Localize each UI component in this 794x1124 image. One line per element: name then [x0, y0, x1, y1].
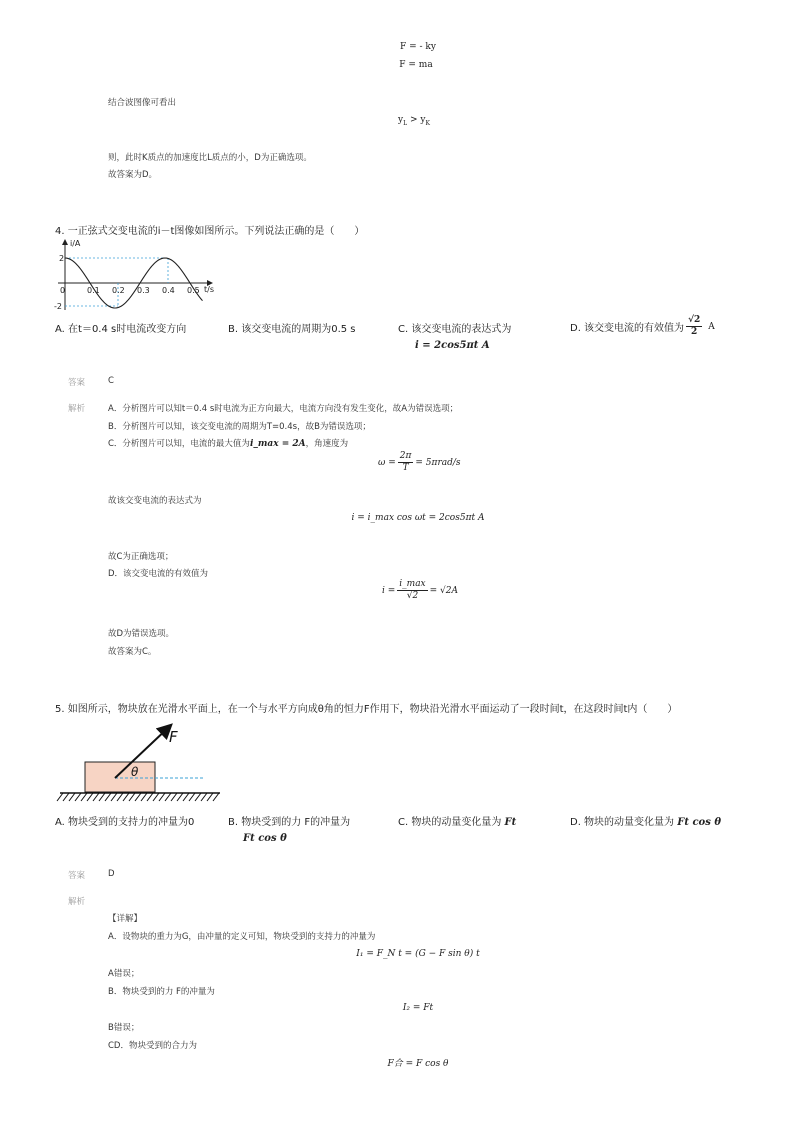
analysis-label: 解析: [68, 404, 86, 414]
equation-hooke: F = - ky: [400, 42, 436, 52]
option-4d[interactable]: D. 该交变电流的有效值为 $\frac{√2}{2}$ A: [570, 315, 715, 337]
hatch-line: [213, 793, 219, 801]
analysis-label: 解析: [68, 897, 86, 907]
hatch-line: [87, 793, 93, 801]
hatch-line: [93, 793, 99, 801]
support-impulse-equation: I₁ = F_N t = (G − F sin θ) t: [356, 949, 480, 959]
analysis-heading: 【详解】: [108, 914, 143, 924]
hatch-line: [165, 793, 171, 801]
tick-x-0: 0: [60, 286, 66, 295]
hatch-line: [147, 793, 153, 801]
expression-intro: 故该交变电流的表达式为: [108, 496, 202, 506]
answer-label: 答案: [68, 871, 86, 881]
b-wrong: B错误；: [108, 1023, 140, 1033]
hatch-line: [105, 793, 111, 801]
hatch-line: [153, 793, 159, 801]
analysis-b: B．分析图片可以知，该交变电流的周期为T=0.4s，故B为错误选项；: [108, 422, 371, 432]
hatch-line: [207, 793, 213, 801]
analysis-5a: A．设物块的重力为G，由冲量的定义可知，物块受到的支持力的冲量为: [108, 932, 376, 942]
force-label: F: [169, 728, 178, 746]
block: [85, 762, 155, 792]
option-4c-formula: i = 2cos5πt A: [415, 340, 490, 351]
tick-x-0.4: 0.4: [162, 286, 175, 295]
hatch-line: [57, 793, 63, 801]
question-4-stem: 4. 一正弦式交变电流的i－t图像如图所示。下列说法正确的是（ ）: [55, 226, 365, 237]
expression-equation: i = i_max cos ωt = 2cos5πt A: [351, 513, 485, 523]
hatch-line: [99, 793, 105, 801]
option-5b[interactable]: B. 物块受到的力 F的冲量为: [228, 817, 351, 828]
hatch-line: [189, 793, 195, 801]
option-5c[interactable]: C. 物块的动量变化量为 Ft: [398, 817, 517, 828]
net-force-equation: F合 = F cos θ: [387, 1059, 449, 1069]
hatch-line: [75, 793, 81, 801]
tick-x-0.3: 0.3: [137, 286, 150, 295]
ground-hatch: [57, 793, 219, 801]
c-correct: 故C为正确选项；: [108, 552, 174, 562]
option-4c[interactable]: C. 该交变电流的表达式为: [398, 324, 512, 335]
text-line: 则，此时K质点的加速度比L质点的小，D为正确选项。: [108, 153, 312, 163]
hatch-line: [177, 793, 183, 801]
option-4b[interactable]: B. 该交变电流的周期为0.5 s: [228, 324, 356, 335]
a-wrong: A错误；: [108, 969, 140, 979]
hatch-line: [69, 793, 75, 801]
tick-x-0.1: 0.1: [87, 286, 100, 295]
question-5-stem: 5. 如图所示，物块放在光滑水平面上，在一个与水平方向成θ角的恒力F作用下，物块沿光滑水平面运动了一段时间t，在这段时间t内（ ）: [55, 704, 678, 715]
hatch-line: [123, 793, 129, 801]
analysis-c: C．分析图片可以知，电流的最大值为i_max = 2A，角速度为: [108, 439, 349, 449]
hatch-line: [135, 793, 141, 801]
answer-value: C: [108, 376, 114, 386]
omega-equation: ω = $\frac{2\pi}{T}$ = 5πrad/s: [378, 451, 461, 473]
hatch-line: [111, 793, 117, 801]
d-wrong: 故D为错误选项。: [108, 629, 175, 639]
final-answer: 故答案为C。: [108, 647, 157, 657]
answer-label: 答案: [68, 378, 86, 388]
tick-y-2: 2: [59, 254, 65, 263]
inequality: $y_L > y_K$: [398, 115, 430, 127]
option-4a[interactable]: A. 在t＝0.4 s时电流改变方向: [55, 324, 187, 335]
text-line: 故答案为D。: [108, 170, 158, 180]
hatch-line: [201, 793, 207, 801]
option-5d[interactable]: D. 物块的动量变化量为 Ft cos θ: [570, 817, 721, 828]
hatch-line: [117, 793, 123, 801]
option-5b-formula: Ft cos θ: [243, 833, 287, 844]
tick-x-0.2: 0.2: [112, 286, 125, 295]
hatch-line: [183, 793, 189, 801]
hatch-line: [81, 793, 87, 801]
rms-equation: i = $\frac{i\_\max}{√2}$ = √2A: [382, 579, 459, 601]
current-time-graph: [50, 236, 220, 314]
analysis-d: D．该交变电流的有效值为: [108, 569, 209, 579]
analysis-cd: CD．物块受到的合力为: [108, 1041, 197, 1051]
hatch-line: [141, 793, 147, 801]
answer-value: D: [108, 869, 115, 879]
tick-y-neg2: -2: [54, 302, 62, 311]
tick-x-0.5: 0.5: [187, 286, 200, 295]
hatch-line: [129, 793, 135, 801]
hatch-line: [63, 793, 69, 801]
hatch-line: [159, 793, 165, 801]
equation-newton: F = ma: [399, 60, 433, 70]
analysis-a: A．分析图片可以知t＝0.4 s时电流为正方向最大，电流方向没有发生变化，故A为错误选项；: [108, 404, 459, 414]
force-impulse-equation: I₂ = Ft: [402, 1003, 434, 1013]
y-axis-label: i/A: [70, 239, 81, 248]
angle-label: θ: [131, 765, 139, 779]
analysis-5b: B．物块受到的力 F的冲量为: [108, 987, 215, 997]
block-force-figure: [55, 718, 225, 806]
option-5a[interactable]: A. 物块受到的支持力的冲量为0: [55, 817, 195, 828]
x-axis-label: t/s: [204, 285, 214, 294]
hatch-line: [195, 793, 201, 801]
hatch-line: [171, 793, 177, 801]
text-line: 结合波图像可看出: [108, 98, 177, 108]
